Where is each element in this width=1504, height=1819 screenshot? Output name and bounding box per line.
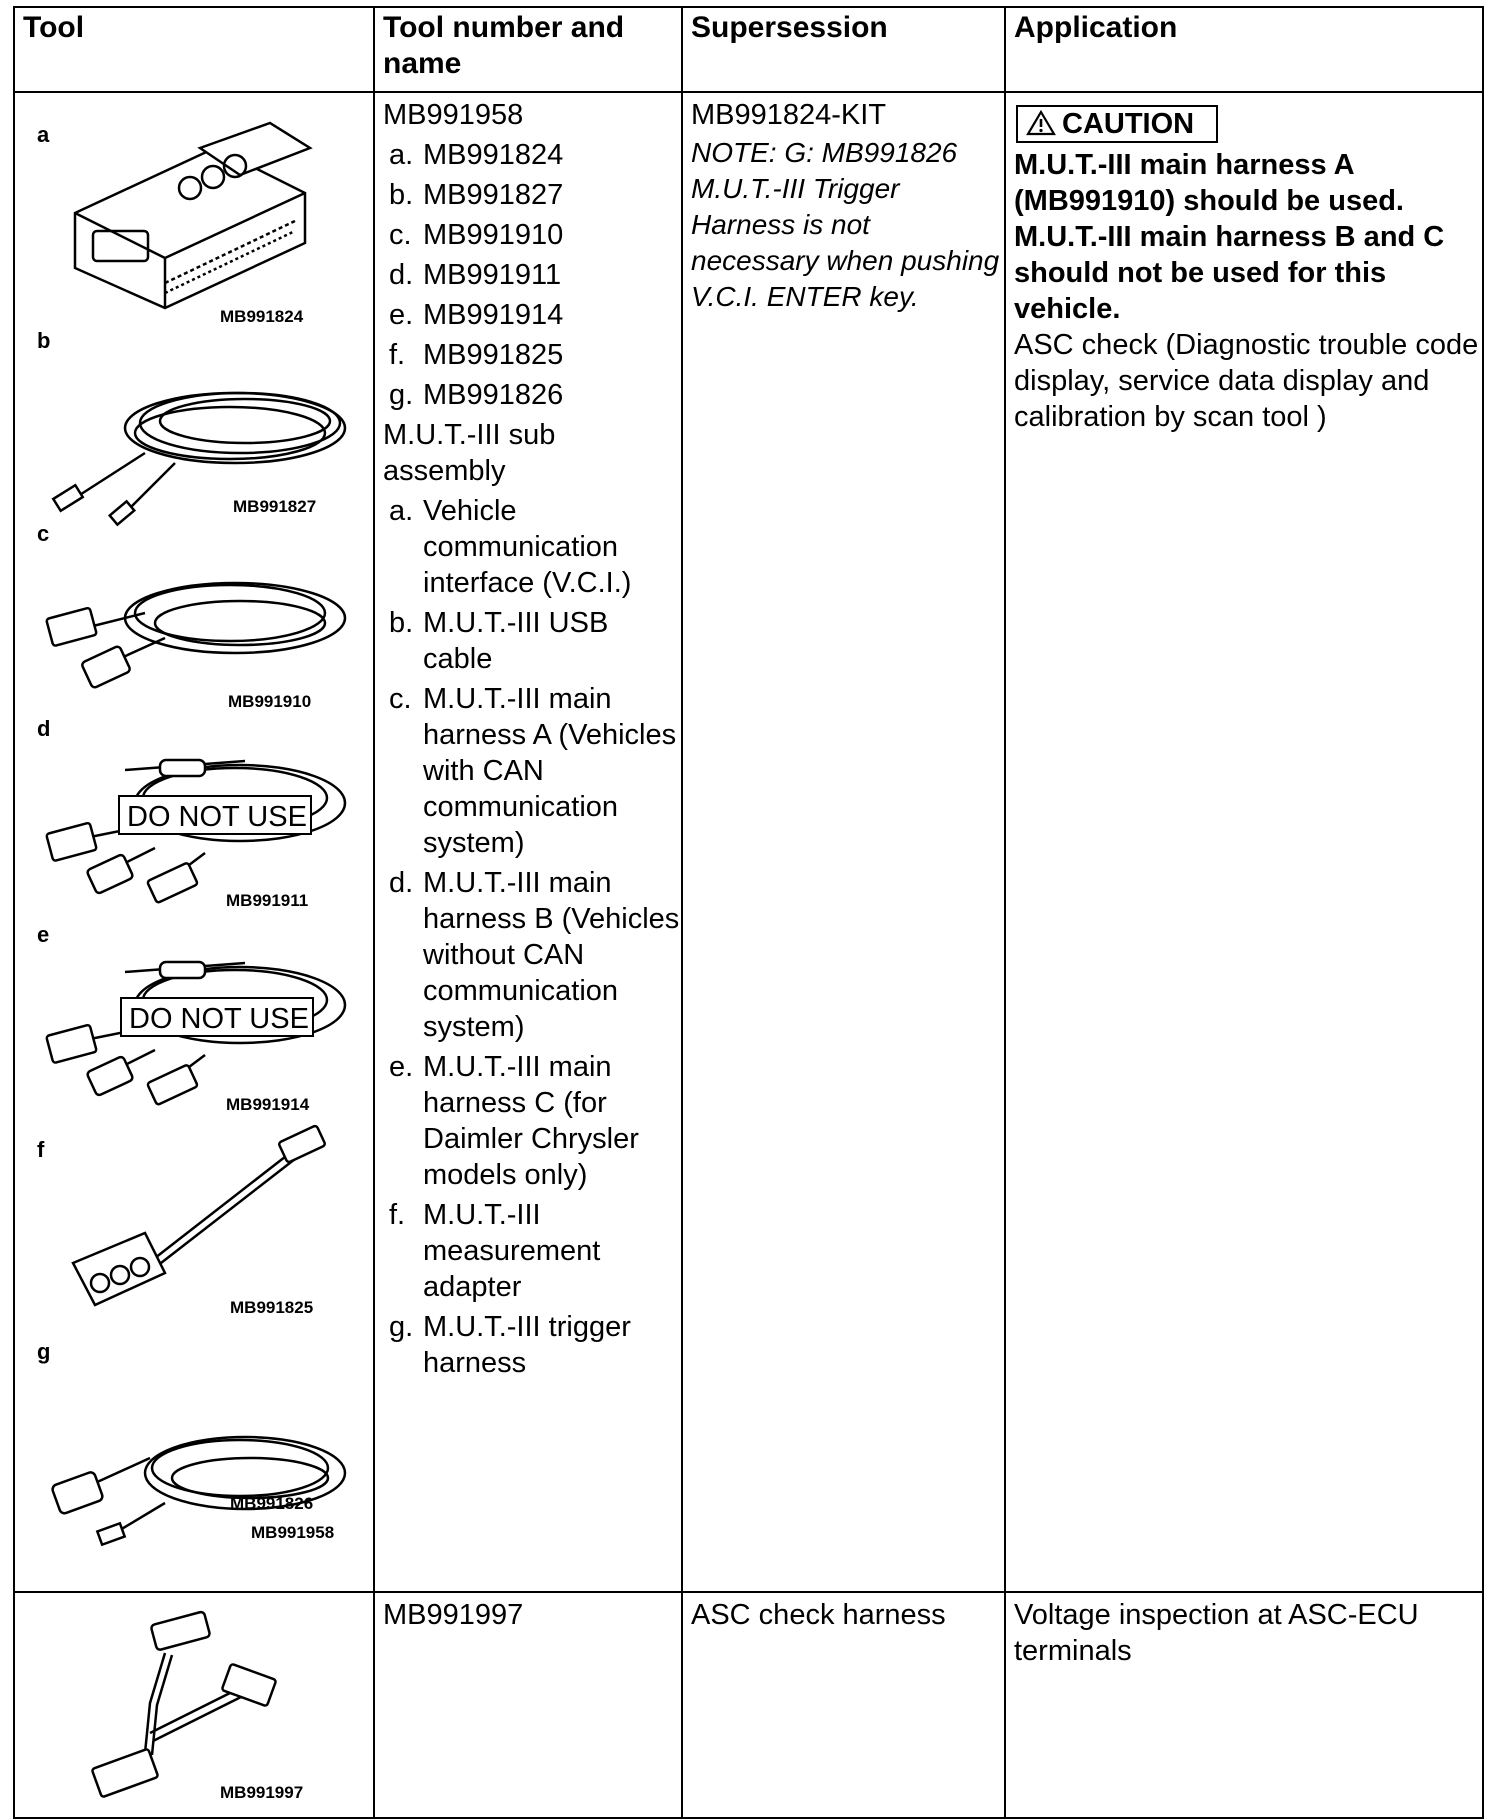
figure-part-number-d: MB991911 [226, 891, 309, 910]
figure-letter-f: f [37, 1137, 45, 1162]
figure-letter-g: g [37, 1339, 51, 1364]
supersession-note: NOTE: G: MB991826 M.U.T.-III Trigger Harness is not necessary when pushing V.C.I. ENTER key. [691, 137, 1000, 312]
list-item: d. M.U.T.-III main harness B (Vehicles without CAN communication system) [389, 867, 680, 1043]
asc-check-harness-drawing [15, 1593, 375, 1817]
supersession-number: MB991824-KIT [691, 99, 887, 131]
caution-label: CAUTION [1062, 108, 1195, 140]
list-item: f. MB991825 [389, 339, 564, 371]
list-item: e. MB991914 [389, 299, 564, 331]
table-header-row [14, 7, 1483, 92]
table-row [14, 92, 1483, 1592]
special-tools-table [13, 6, 1484, 1819]
application-text: Voltage inspection at ASC-ECU terminals [1014, 1599, 1419, 1667]
caution-text: M.U.T.-III main harness A (MB991910) should be used. M.U.T.-III main harness B and C should not be used for this vehicle. [1014, 149, 1445, 325]
supersession-cell [682, 1592, 1005, 1818]
figure-part-number-a: MB991824 [220, 307, 304, 326]
application-cell [1005, 92, 1483, 1592]
header-tool: Tool [14, 7, 374, 92]
list-item: b. MB991827 [389, 179, 564, 211]
figure-part-number-f: MB991825 [230, 1298, 314, 1317]
list-item: g. M.U.T.-III trigger harness [389, 1311, 631, 1379]
application-cell [1005, 1592, 1483, 1818]
figure-letter-a: a [37, 122, 50, 147]
do-not-use-label-e: DO NOT USE [129, 1003, 309, 1035]
list-item: c. MB991910 [389, 219, 564, 251]
figure-part-number-e: MB991914 [226, 1095, 310, 1114]
application-text: ASC check (Diagnostic trouble code display, service data display and calibration by scan tool ) [1014, 329, 1479, 433]
vci-unit-illustration [75, 123, 310, 308]
mut-iii-kit-illustration [15, 93, 375, 1591]
figure-part-number-c: MB991910 [228, 692, 312, 711]
figure-letter-e: e [37, 922, 50, 947]
tool-illustration-cell [14, 1592, 374, 1818]
header-tool-number-name: Tool number and name [374, 7, 682, 92]
figure-letter-b: b [37, 328, 51, 353]
tool-number: MB991997 [383, 1599, 524, 1631]
warning-triangle-icon [1026, 107, 1056, 141]
do-not-use-label-d: DO NOT USE [127, 801, 307, 833]
table-row [14, 1592, 1483, 1818]
measurement-adapter-illustration [73, 1125, 326, 1305]
figure-letter-d: d [37, 716, 51, 741]
tool-number-name-cell [374, 92, 682, 1592]
figure-part-number-mb991997: MB991997 [220, 1783, 304, 1802]
list-item: e. M.U.T.-III main harness C (for Daimler Chrysler models only) [389, 1051, 639, 1191]
list-item: c. M.U.T.-III main harness A (Vehicles with CAN communication system) [389, 683, 677, 859]
figure-letter-c: c [37, 521, 50, 546]
main-harness-a-illustration [46, 583, 345, 689]
sub-assembly-list [383, 493, 681, 1381]
mut-iii-kit-drawing [15, 93, 375, 1591]
kit-tool-number: MB991958 [383, 99, 524, 131]
list-item: b. M.U.T.-III USB cable [389, 607, 609, 675]
supersession-name: ASC check harness [691, 1599, 946, 1631]
tool-number-name-cell [374, 1592, 682, 1818]
list-item: f. M.U.T.-III measurement adapter [389, 1199, 601, 1303]
header-supersession: Supersession [682, 7, 1005, 92]
asc-check-harness-illustration [15, 1593, 375, 1817]
caution-box [1016, 105, 1218, 143]
list-item: a. MB991824 [389, 139, 564, 171]
figure-kit-number: MB991958 [251, 1523, 335, 1542]
figure-part-number-g: MB991826 [230, 1494, 314, 1513]
list-item: g. MB991826 [389, 379, 564, 411]
figure-part-number-b: MB991827 [233, 497, 317, 516]
list-item: a. Vehicle communication interface (V.C.I.) [389, 495, 632, 599]
kit-parts-list [383, 137, 681, 413]
sub-assembly-title: M.U.T.-III sub assembly [383, 419, 556, 487]
supersession-cell [682, 92, 1005, 1592]
tool-illustration-cell [14, 92, 374, 1592]
header-application: Application [1005, 7, 1483, 92]
list-item: d. MB991911 [389, 259, 562, 291]
